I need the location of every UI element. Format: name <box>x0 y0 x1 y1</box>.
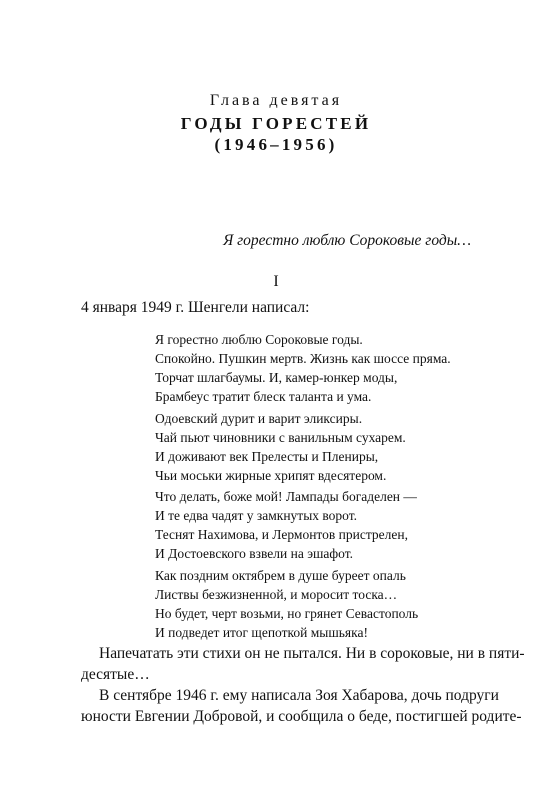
section-number: I <box>273 273 279 290</box>
intro-line: 4 января 1949 г. Шенгели написал: <box>81 299 310 316</box>
poem-line: Я горестно люблю Сороковые годы. <box>155 332 363 347</box>
poem-line: Одоевский дурит и варит эликсиры. <box>155 411 363 426</box>
poem-line: И Достоевского взвели на эшафот. <box>155 546 353 561</box>
chapter-label: Глава девятая <box>209 92 343 109</box>
paragraph-line: Напечатать эти стихи он не пытался. Ни в сороковые, ни в пяти- <box>99 645 525 662</box>
paragraph-line: юности Евгении Добровой, и сообщила о беде, постигшей родите- <box>81 708 522 725</box>
paragraph-1 <box>81 643 525 685</box>
poem-line: Спокойно. Пушкин мертв. Жизнь как шоссе пряма. <box>155 351 451 366</box>
chapter-title: ГОДЫ ГОРЕСТЕЙ <box>180 114 372 133</box>
poem-stanza-4 <box>155 566 418 642</box>
poem-line: И подведет итог щепоткой мышьяка! <box>155 625 368 640</box>
poem-line: Торчат шлагбаумы. И, камер-юнкер моды, <box>155 370 398 385</box>
chapter-years: (1946–1956) <box>214 135 338 154</box>
poem-stanza-3 <box>155 487 417 563</box>
poem-stanza-2 <box>155 409 406 485</box>
poem-line: Брамбеус тратит блеск таланта и ума. <box>155 389 372 404</box>
poem-line: Что делать, боже мой! Лампады богаделен — <box>155 489 417 504</box>
poem-line: И те едва чадят у замкнутых ворот. <box>155 508 358 523</box>
poem-line: Чай пьют чиновники с ванильным сухарем. <box>155 430 406 445</box>
poem-line: Но будет, черт возьми, но грянет Севастополь <box>155 606 419 621</box>
poem-line: Чьи моськи жирные хрипят вдесятером. <box>155 468 387 483</box>
poem-line: И доживают век Прелесты и Плениры, <box>155 449 379 464</box>
epigraph: Я горестно люблю Сороковые годы… <box>223 232 471 249</box>
poem-line: Теснят Нахимова, и Лермонтов пристрелен, <box>155 527 408 542</box>
poem-line: Листвы безжизненной, и моросит тоска… <box>155 587 398 602</box>
poem-line: Как поздним октябрем в душе буреет опаль <box>155 568 406 583</box>
paragraph-2 <box>81 685 522 727</box>
paragraph-line: десятые… <box>81 666 150 683</box>
poem-stanza-1 <box>155 330 451 406</box>
paragraph-line: В сентябре 1946 г. ему написала Зоя Хабарова, дочь подруги <box>99 687 499 704</box>
